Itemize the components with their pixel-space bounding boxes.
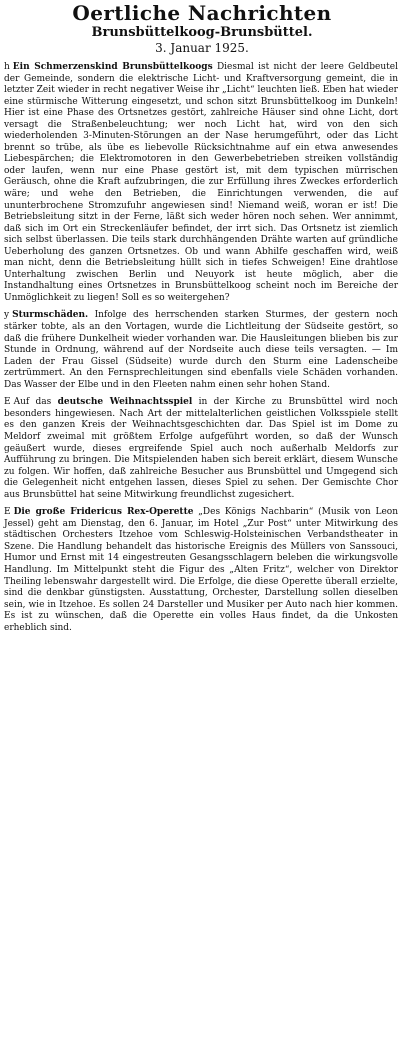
issue-date: 3. Januar 1925. (155, 41, 249, 55)
article-headline: deutsche Weihnachtsspiel (57, 397, 193, 408)
article-operetta (4, 507, 400, 634)
article-marker: E (4, 507, 11, 518)
article-power-supply (4, 62, 400, 304)
article-headline: Sturmschäden. (12, 310, 89, 321)
article-marker: h (4, 62, 10, 72)
article-headline: Ein Schmerzenskind Brunsbüttelkoogs (12, 62, 213, 72)
article-storm-damage (4, 310, 400, 391)
section-title: Oertliche Nachrichten (72, 1, 332, 25)
article-body: in der Kirche zu Brunsbüttel wird noch besonders hingewiesen. Nach Art der mittelalterlichen geistlichen Volksspiele stellt es den ganzen Kreis der Weihnachtsgeschichten dar. Das Spiel ist im Dome zu Meldorf zweimal mit größtem Erfolge aufgeführt worden, so daß der Wunsch geäußert wurde, dieses ergreifende Spiel auch noch außerhalb Meldorfs zur Aufführung zu bringen. Die Mitspielenden haben sich bereit erklärt, diesem Wunsche zu folgen. Wir hoffen, daß zahlreiche Besucher aus Brunsbüttel und Umgegend sich die Gelegenheit nicht entgehen lassen, dieses Spiel zu sehen. Der Gemischte Chor aus Brunsbüttel hat seine Mitwirkung freundlichst zugesichert. (4, 397, 398, 500)
article-christmas-play (4, 397, 400, 501)
article-marker: E (4, 397, 11, 408)
article-body: Diesmal ist nicht der leere Geldbeutel der Gemeinde, sondern die elektrische Licht- und Kraftversorgung gemeint, die in letzter Zeit wieder in recht negativer Weise ihr „Licht“ leuchten ließ. Eben hat wieder eine stürmische Witterung eingesetzt, und schon sitzt Brunsbüttelkoog im Dunkeln! Hier ist eine Phase des Ortsnetzes gestört, zahlreiche Häuser sind ohne Licht, dort versagt die Straßenbeleuchtung; wer noch Licht hat, wird von den sich wiederholenden 3-Minuten-Störungen an der Nase herumgeführt, oder das Licht brennt so trübe, als übe es liebevolle Rücksichtnahme auf ein etwa anwesendes Liebespärchen; die Elektromotoren in den Gewerbebetrieben streiken vollständig oder laufen, wenn nur eine Phase gestört ist, mit dem typischen mürrischen Geräusch, ohne die Kraft aufzubringen, die zur Erfüllung ihres Zweckes erforderlich wäre; und wehe den Betrieben, die Einrichtungen verwenden, die auf ununterbrochene Stromzufuhr angewiesen sind! Niemand weiß, woran er ist! Die Betriebsleitung sitzt in der Ferne, läßt sich weder hören noch sehen. Wer annimmt, daß sich im Ort ein Streckenläufer befindet, der irrt sich. Das Ortsnetz ist ziemlich sich selbst überlassen. Die teils stark durchhängenden Drähte warten auf gründliche Ueberholung des ganzen Ortsnetzes. Ob und wann Abhilfe geschaffen wird, weiß man nicht, denn die Betriebsleitung hüllt sich in tiefes Schweigen! Eine drahtlose Unterhaltung zwischen Berlin und Neuyork ist heute möglich, aber die Instandhaltung eines Ortsnetzes in Brunsbüttelkoog scheint noch im Bereiche der Unmöglichkeit zu liegen! Soll es so weitergehen? (4, 62, 398, 303)
article-intro: Auf das (13, 397, 52, 408)
article-marker: y (4, 310, 10, 321)
section-subtitle: Brunsbüttelkoog-Brunsbüttel. (91, 25, 313, 40)
article-headline: Die große Fridericus Rex-Operette (13, 507, 194, 518)
article-body: Infolge des herrschenden starken Sturmes, der gestern noch stärker tobte, als an den Vortagen, wurde die Lichtleitung der Südseite gestört, so daß die frühere Dunkelheit wieder vorhanden war. Die Hausleitungen blieben bis zur Stunde in Ordnung, während auf der Nordseite auch diese teils versagten. — Im Laden der Frau Gissel (Südseite) wurde durch den Sturm eine Ladenscheibe zertrümmert. An den Fernsprechleitungen sind ebenfalls viele Schäden vorhanden. Das Wasser der Elbe und in den Fleeten nahm einen sehr hohen Stand. (4, 310, 398, 390)
article-body: „Des Königs Nachbarin“ (Musik von Leon Jessel) geht am Dienstag, den 6. Januar, im Hotel „Zur Post“ unter Mitwirkung des städtischen Orchesters Itzehoe vom Schleswig-Holsteinischen Verbandstheater in Szene. Die Handlung behandelt das historische Ereignis des Müllers von Sanssouci, Humor und Ernst mit 14 eingestreuten Gesangsschlagern beleben die wirkungsvolle Handlung. Im Mittelpunkt steht die Figur des „Alten Fritz“, welcher von Direktor Theiling lebenswahr dargestellt wird. Die Erfolge, die diese Operette überall erzielte, sind die denkbar günstigsten. Ausstattung, Orchester, Darstellung sollen dieselben sein, wie in Itzehoe. Es sollen 24 Darsteller und Musiker per Auto nach hier kommen. Es ist zu wünschen, daß die Operette ein volles Haus findet, da die Unkosten erheblich sind. (4, 507, 398, 633)
masthead (4, 2, 400, 56)
